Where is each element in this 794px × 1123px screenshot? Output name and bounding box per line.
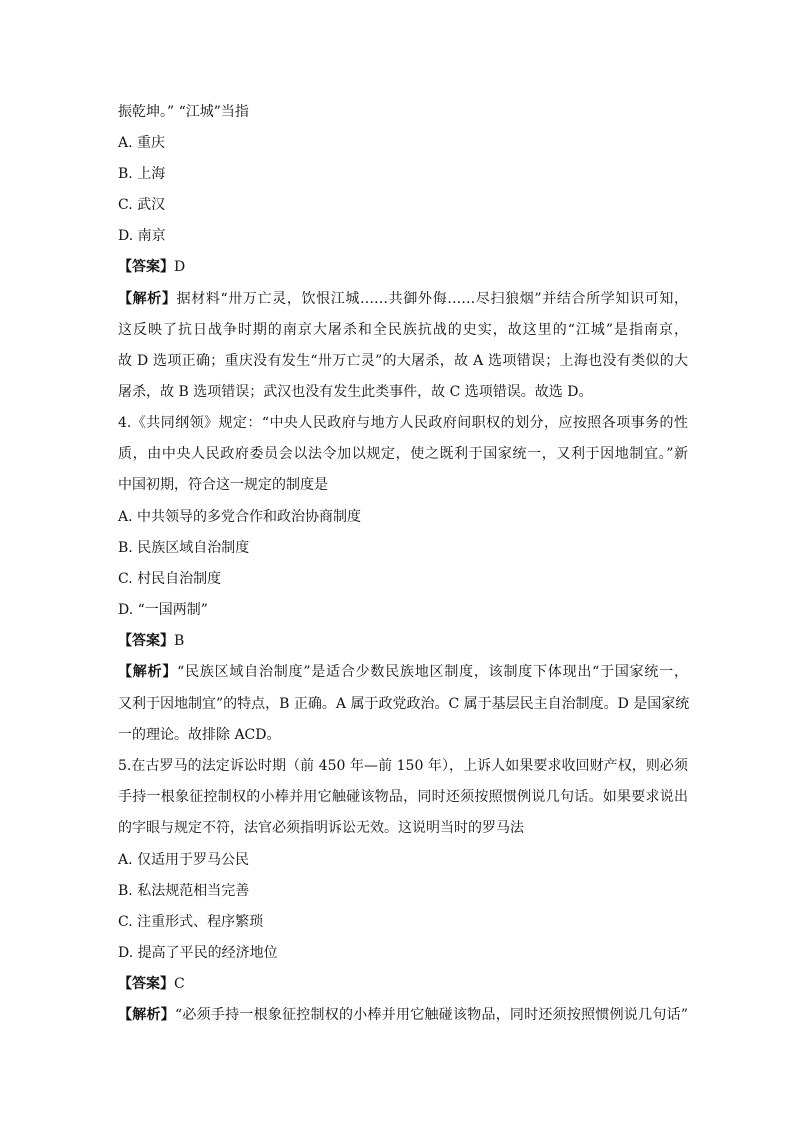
q5-option-d: D. 提高了平民的经济地位 xyxy=(118,945,278,961)
q4-option-c: C. 村民自治制度 xyxy=(118,571,222,587)
q3-stem-tail: 振乾坤。” “江城”当指 xyxy=(118,104,249,120)
answer-value: D xyxy=(174,259,186,275)
q4-answer xyxy=(118,631,688,651)
answer-value: C xyxy=(174,976,185,992)
q3-option-c: C. 武汉 xyxy=(118,197,166,213)
q4-analysis-line-3: 一的理论。故排除 ACD。 xyxy=(118,727,281,743)
q4-analysis-line-2: 又利于因地制宜”的特点，B 正确。A 属于政党政治。C 属于基层民主自治制度。D 是国家统 xyxy=(118,696,690,712)
q5-stem-line-3: 的字眼与规定不符，法官必须指明诉讼无效。这说明当时的罗马法 xyxy=(118,820,524,836)
q4-option-d: D. “一国两制” xyxy=(118,602,208,618)
q4-stem-line-1: 4.《共同纲领》规定：“中央人民政府与地方人民政府间职权的划分，应按照各项事务的性 xyxy=(118,415,688,431)
q3-answer xyxy=(118,257,688,277)
q5-analysis-line-1: 【解析】“必须手持一根象征控制权的小棒并用它触碰该物品，同时还须按照惯例说几句话” xyxy=(118,1007,688,1023)
answer-value: B xyxy=(174,633,185,649)
answer-label: 【答案】 xyxy=(118,633,174,649)
analysis-label: 【解析】 xyxy=(118,1007,175,1023)
q3-option-d: D. 南京 xyxy=(118,228,166,244)
answer-label: 【答案】 xyxy=(118,259,174,275)
answer-label: 【答案】 xyxy=(118,976,174,992)
q5-stem-line-1: 5.在古罗马的法定诉讼时期（前 450 年—前 150 年），上诉人如果要求收回财产权，则必须 xyxy=(118,758,688,774)
q5-answer xyxy=(118,974,688,994)
q3-analysis-line-3: 故 D 选项正确；重庆没有发生“卅万亡灵”的大屠杀，故 A 选项错误；上海也没有类似的大 xyxy=(118,353,688,369)
q5-option-a: A. 仅适用于罗马公民 xyxy=(118,852,250,868)
analysis-label: 【解析】 xyxy=(118,291,177,307)
q3-analysis-line-2: 这反映了抗日战争时期的南京大屠杀和全民族抗战的史实，故这里的“江城”是指南京， xyxy=(118,322,688,338)
q4-stem-line-2: 质，由中央人民政府委员会以法令加以规定，使之既利于国家统一，又利于因地制宜。”新 xyxy=(118,446,688,462)
q3-option-b: B. 上海 xyxy=(118,166,166,182)
q4-option-a: A. 中共领导的多党合作和政治协商制度 xyxy=(118,509,362,525)
q5-option-c: C. 注重形式、程序繁琐 xyxy=(118,914,264,930)
q3-option-a: A. 重庆 xyxy=(118,135,166,151)
q5-option-b: B. 私法规范相当完善 xyxy=(118,883,250,899)
q3-analysis-line-1: 【解析】据材料“卅万亡灵，饮恨江城……共御外侮……尽扫狼烟”并结合所学知识可知， xyxy=(118,291,688,307)
q3-analysis-line-4: 屠杀，故 B 选项错误；武汉也没有发生此类事件，故 C 选项错误。故选 D。 xyxy=(118,384,593,400)
q4-stem-line-3: 中国初期，符合这一规定的制度是 xyxy=(118,477,328,493)
q5-stem-line-2: 手持一根象征控制权的小棒并用它触碰该物品，同时还须按照惯例说几句话。如果要求说出 xyxy=(118,789,688,805)
analysis-label: 【解析】 xyxy=(118,664,178,680)
q4-option-b: B. 民族区域自治制度 xyxy=(118,540,250,556)
q4-analysis-line-1: 【解析】“民族区域自治制度”是适合少数民族地区制度，该制度下体现出“于国家统一， xyxy=(118,664,688,680)
